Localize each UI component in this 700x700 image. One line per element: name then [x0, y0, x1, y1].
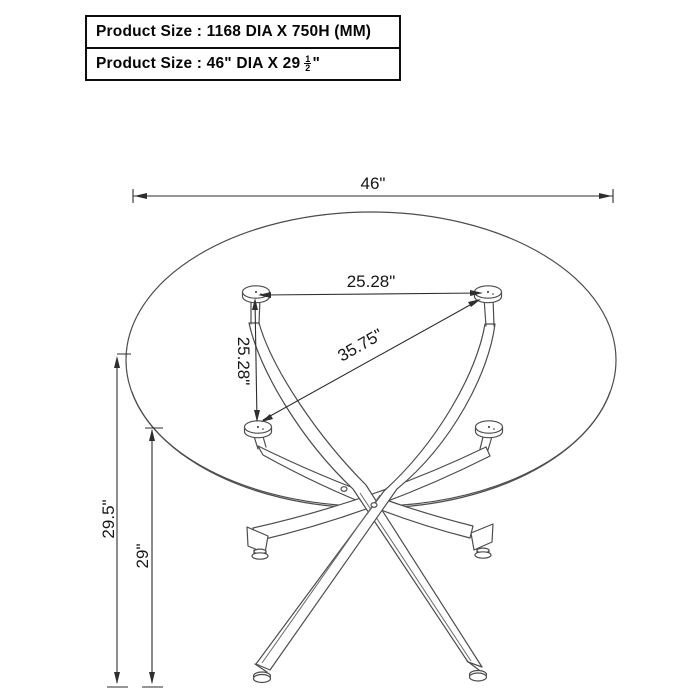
- dim-mount-depth-label: 25.28": [234, 336, 253, 386]
- dimension-mount-width: [258, 272, 483, 298]
- dim-mount-diagonal-label: 35.75": [334, 324, 387, 366]
- leg-mount-disc-bottom-left: [245, 421, 272, 438]
- foot-side-right: [471, 524, 493, 558]
- leg-mount-disc-bottom-right: [476, 421, 503, 438]
- fraction-denominator: 2: [305, 62, 311, 73]
- dim-overall-height-label: 29.5": [99, 499, 118, 539]
- dimension-diameter: [133, 174, 613, 203]
- product-size-inch-quote: ": [312, 55, 321, 72]
- fraction-numerator: 1: [305, 53, 311, 64]
- product-size-inch-text: Product Size : 46" DIA X 29: [96, 55, 301, 72]
- leg-front-right: [249, 323, 482, 667]
- leg-mount-stems: [251, 297, 494, 450]
- product-size-mm-text: Product Size : 1168 DIA X 750H (MM): [96, 23, 372, 40]
- dim-mount-width-label: 25.28": [346, 272, 396, 291]
- dim-underside-height-label: 29": [133, 543, 152, 569]
- dim-diameter-label: 46": [360, 174, 386, 193]
- dimension-mount-depth: [234, 298, 260, 422]
- dimension-underside-height: [133, 428, 163, 687]
- dimension-overall-height: [99, 354, 131, 687]
- glass-edge-thickness: [132, 392, 610, 506]
